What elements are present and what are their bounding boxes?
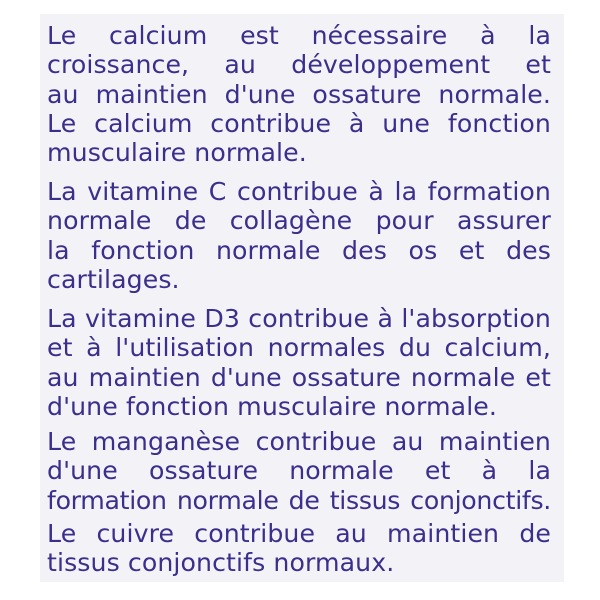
text-line: cartilages. [47,264,180,294]
paragraph-manganese [47,427,551,515]
text-line: normale de collagène pour assurer [47,206,551,236]
text-line: croissance, au développement et [47,50,551,80]
text-line: tissus conjonctifs normaux. [47,548,395,578]
paragraph-copper [47,519,551,578]
text-line: d'une ossature normale et à la [47,456,551,486]
paragraph-calcium [47,21,551,167]
text-line: formation normale de tissus conjonctifs. [47,485,551,515]
text-line: musculaire normale. [47,138,307,168]
text-line: Le calcium est nécessaire à la [47,21,551,50]
text-line: la fonction normale des os et des [47,235,551,265]
text-line: au maintien d'une ossature normale et [47,362,551,392]
text-line: Le calcium contribue à une fonction [47,108,551,138]
text-line: d'une fonction musculaire normale. [47,391,498,421]
text-line: Le manganèse contribue au maintien [47,427,551,456]
paragraph-vitamin-c [47,177,551,294]
text-line: et à l'utilisation normales du calcium, [47,333,551,363]
text-line: Le cuivre contribue au maintien de [47,519,551,548]
text-line: La vitamine C contribue à la formation [47,177,551,206]
text-line: La vitamine D3 contribue à l'absorption [47,304,551,333]
paragraph-vitamin-d3 [47,304,551,421]
text-line: au maintien d'une ossature normale. [47,79,551,109]
